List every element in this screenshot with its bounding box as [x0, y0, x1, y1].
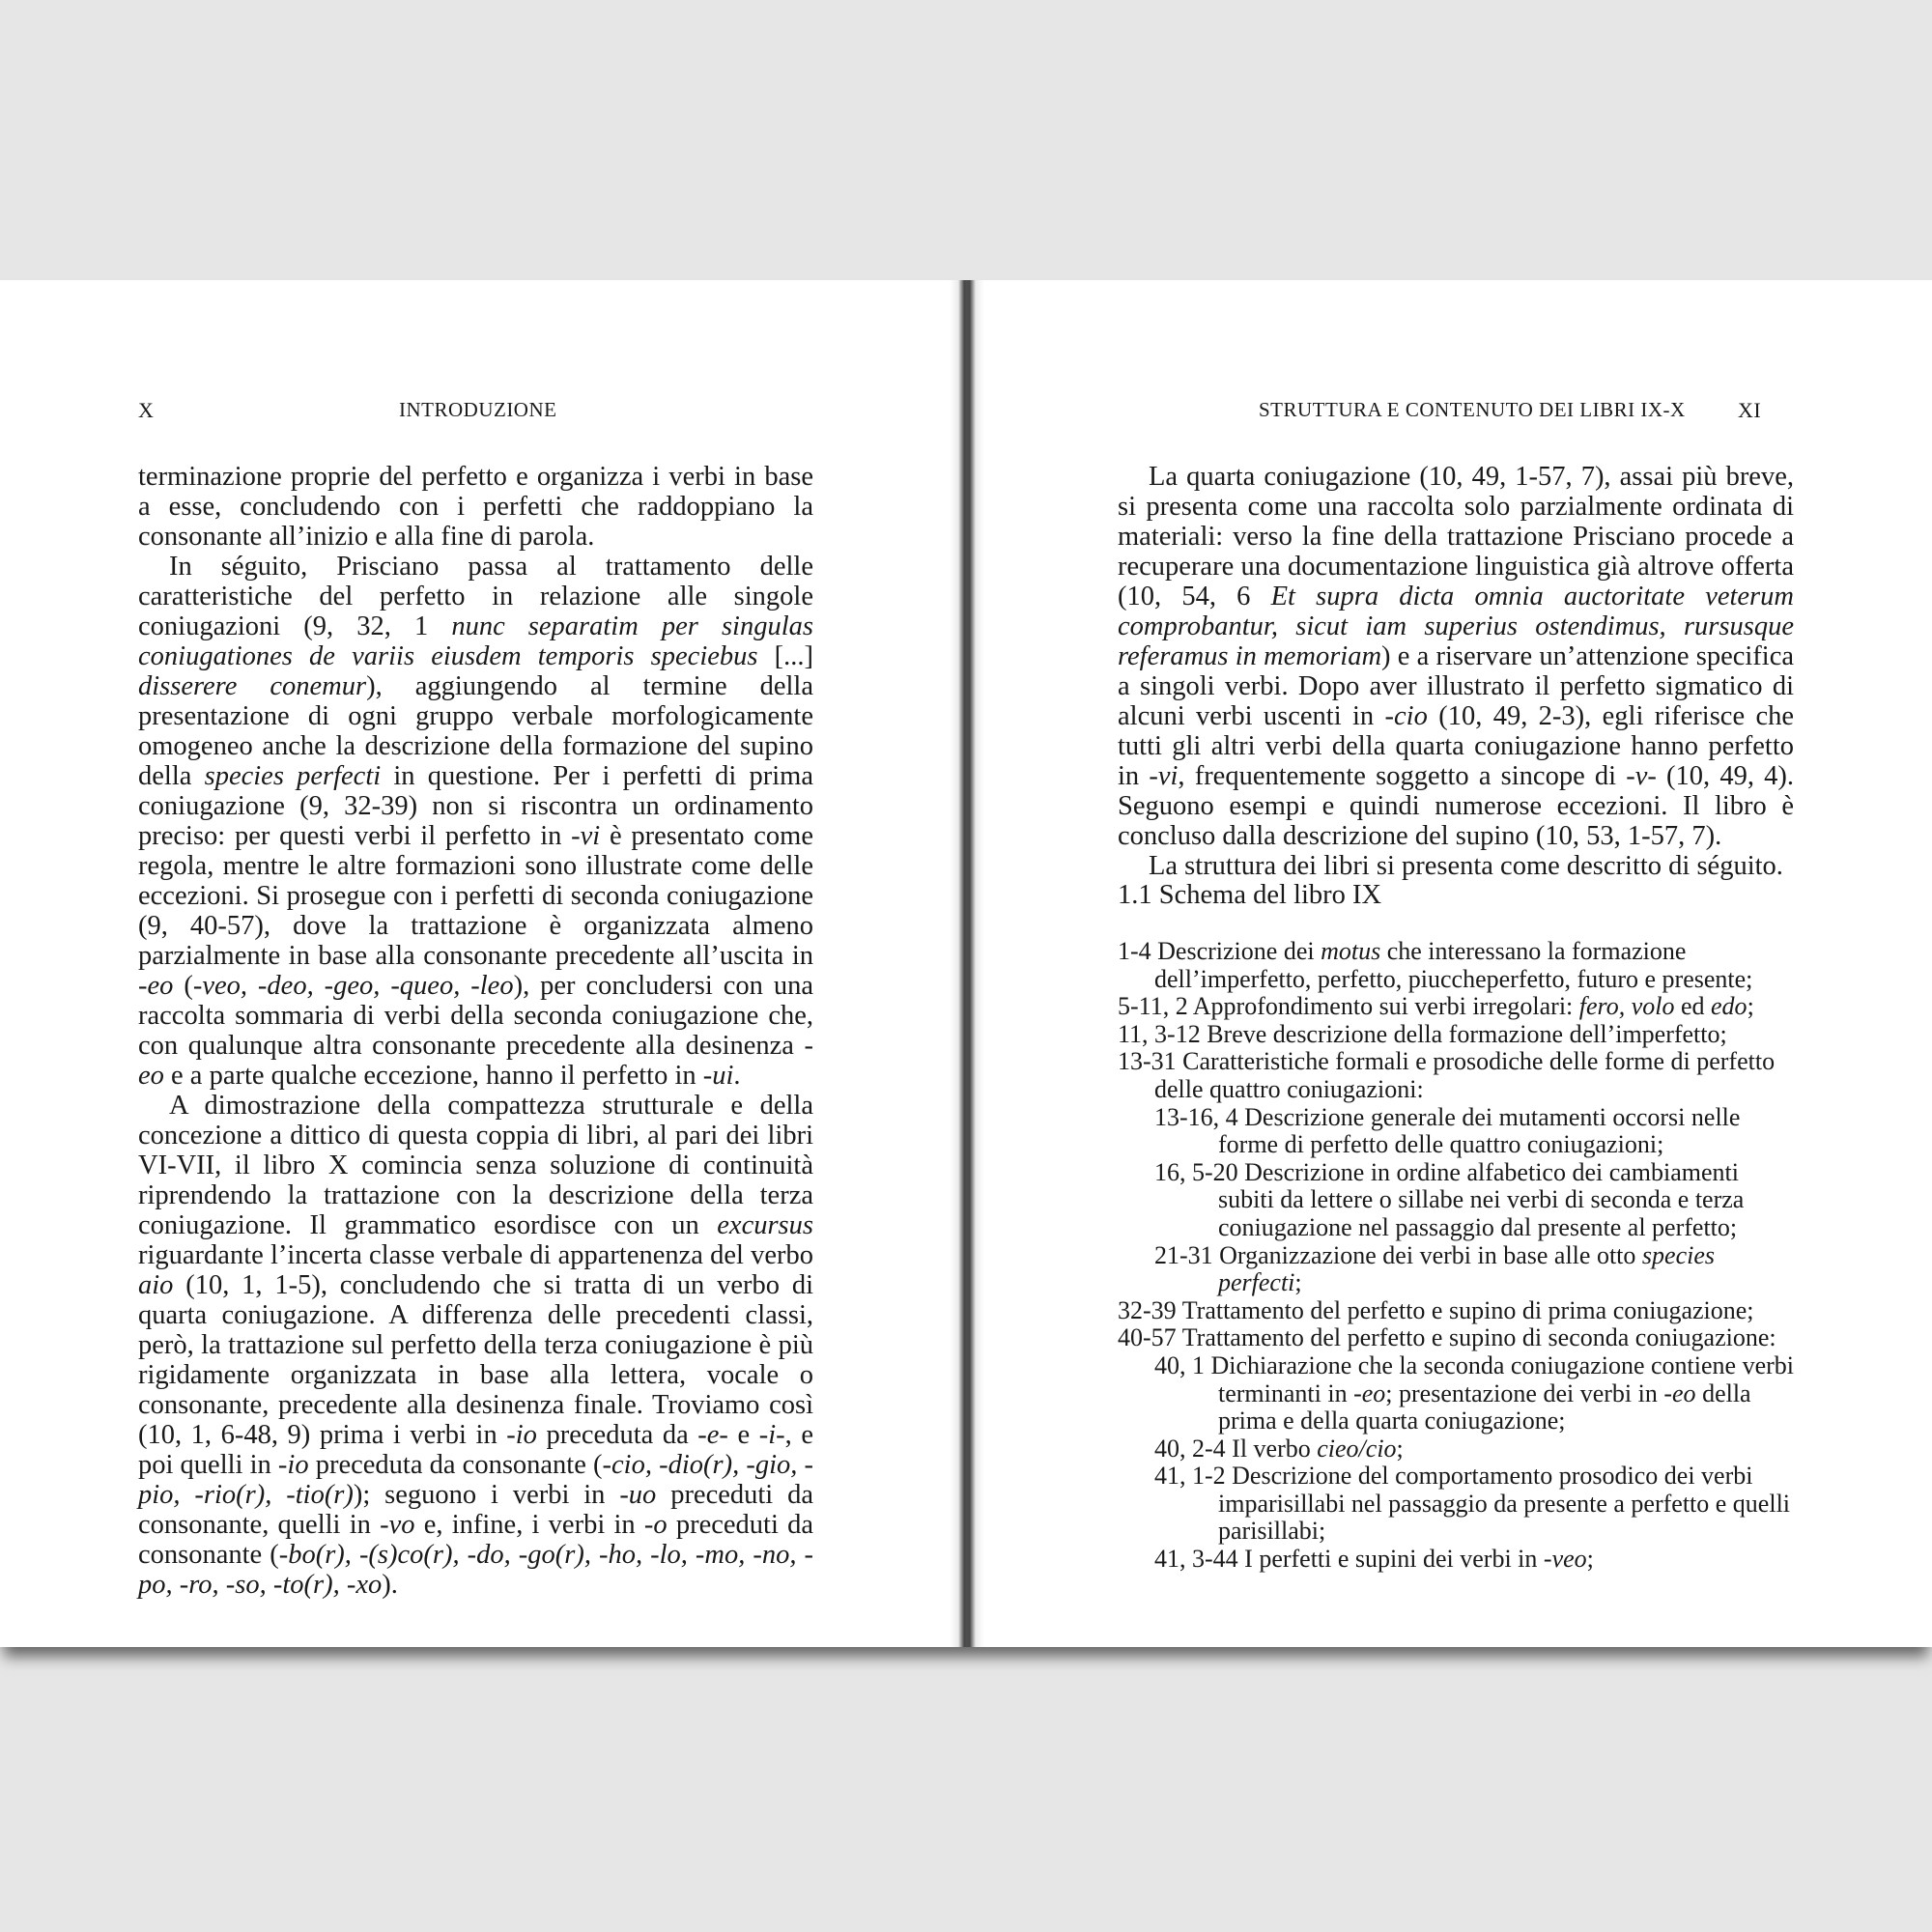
left-page	[0, 280, 950, 1647]
paragraph	[1118, 462, 1794, 851]
text-run: ;	[1586, 1545, 1594, 1574]
italic-text: -eo	[1353, 1378, 1386, 1407]
text-run: ), aggiungendo al termine della presentazione di ogni gruppo verbale morfologicamente omogeneo anche la descrizione della formazione del supino della	[138, 671, 813, 791]
text-run: ;	[1747, 992, 1754, 1021]
page-number: XI	[1738, 398, 1762, 422]
text-run: 40-57 Trattamento del perfetto e supino di seconda coniugazione:	[1118, 1323, 1776, 1352]
schema-entry	[1118, 1352, 1794, 1435]
text-run: 1-4 Descrizione dei	[1118, 937, 1321, 965]
paragraph	[138, 462, 813, 552]
schema-entry	[1118, 1021, 1794, 1049]
text-run: , frequentemente soggetto a sincope di	[1178, 761, 1627, 791]
text-run: è presentato come regola, mentre le altre formazioni sono illustrate come delle eccezioni. Si prosegue con i perfetti di seconda coniugazione (9, 40-57), dove la trattazione è organizzata almeno parzialmente in base alla consonante precedente all’uscita in	[138, 821, 813, 971]
text-run: terminazione proprie del perfetto e organizza i verbi in base a esse, concludendo con i perfetti che raddoppiano la consonante all’inizio e alla fine di parola.	[138, 462, 813, 552]
schema-entry	[1118, 993, 1794, 1021]
text-run: (10, 49, 4). Seguono esempi e quindi numerose eccezioni. Il libro è concluso dalla descrizione del supino (10, 53, 1-57, 7).	[1118, 761, 1794, 851]
text-run: 5-11, 2 Approfondimento sui verbi irregolari:	[1118, 992, 1579, 1021]
italic-text: -veo, -deo, -geo, -queo, -leo	[192, 971, 514, 1001]
text-run: preceduta da consonante (	[308, 1450, 603, 1480]
text-run: A dimostrazione della compattezza strutturale e della concezione a dittico di questa coppia di libri, al pari dei libri VI-VII, il libro X comincia senza soluzione di continuità riprendendo la trattazione con la descrizione della terza coniugazione. Il grammatico esordisce con un	[138, 1091, 813, 1240]
italic-text: aio	[138, 1270, 174, 1300]
italic-text: -vi	[571, 821, 601, 851]
right-page	[984, 280, 1932, 1647]
body-text	[1118, 462, 1794, 881]
text-run: in questione. Per i perfetti di prima coniugazione (9, 32-39) non si riscontra un ordinamento preciso: per questi verbi il perfetto in	[138, 761, 814, 851]
italic-text: -io	[277, 1450, 309, 1480]
schema-entry	[1118, 1104, 1794, 1159]
italic-text: -uo	[619, 1480, 657, 1510]
text-run: preceduti da consonante, quelli in	[138, 1480, 813, 1540]
text-run: (10, 49, 2-3), egli riferisce che tutti gli altri verbi della quarta coniugazione hanno perfetto in	[1118, 701, 1795, 791]
paragraph	[138, 552, 813, 1091]
italic-text: -io	[506, 1420, 537, 1450]
text-run: ); seguono i verbi in	[353, 1480, 620, 1510]
italic-text: motus	[1321, 937, 1381, 965]
text-run: preceduti da consonante (	[138, 1510, 814, 1570]
italic-text: -eo	[1663, 1378, 1696, 1407]
text-run: .	[733, 1061, 741, 1091]
text-run: ; presentazione dei verbi in	[1385, 1378, 1664, 1407]
text-run: ) e a riservare un’attenzione specifica a singoli verbi. Dopo aver illustrato il perfetto sigmatico di alcuni verbi uscenti in	[1118, 641, 1794, 731]
text-run: , e poi quelli in	[138, 1420, 813, 1480]
italic-text: edo	[1711, 992, 1747, 1021]
paragraph	[138, 1091, 813, 1600]
book-gutter	[950, 280, 984, 1647]
schema-entry	[1118, 1242, 1794, 1297]
text-run: della prima e della quarta coniugazione;	[1218, 1378, 1751, 1435]
italic-text: -o	[643, 1510, 668, 1540]
text-run: preceduta da	[536, 1420, 698, 1450]
book-schema-list	[1118, 938, 1794, 1574]
text-run: 40, 2-4 Il verbo	[1154, 1434, 1318, 1463]
text-run: La quarta coniugazione (10, 49, 1-57, 7), assai più breve, si presenta come una raccolta solo parzialmente ordinata di materiali: verso la fine della trattazione Prisciano procede a recuperare una documentazione linguistica già altrove offerta (10, 54, 6	[1118, 462, 1794, 611]
book-spread	[0, 280, 1932, 1647]
italic-text: -v-	[1626, 761, 1657, 791]
schema-entry	[1118, 938, 1794, 993]
italic-text: cieo/cio	[1317, 1434, 1397, 1463]
italic-text: nunc separatim per singulas coniugationes de variis eiusdem temporis speciebus	[138, 611, 813, 671]
italic-text: -cio	[1384, 701, 1428, 731]
text-run: e	[727, 1420, 759, 1450]
italic-text: -eo	[138, 1031, 813, 1091]
italic-text: -eo	[138, 971, 174, 1001]
schema-entry	[1118, 1324, 1794, 1352]
text-run: che interessano la formazione dell’imperfetto, perfetto, piuccheperfetto, futuro e presente;	[1154, 937, 1753, 993]
schema-entry	[1118, 1048, 1794, 1103]
italic-text: fero, volo	[1578, 992, 1675, 1021]
text-run: 13-16, 4 Descrizione generale dei mutamenti occorsi nelle forme di perfetto delle quattro coniugazioni;	[1154, 1102, 1741, 1159]
text-run: e, infine, i verbi in	[414, 1510, 644, 1540]
page-number: X	[138, 398, 155, 422]
schema-entry	[1118, 1297, 1794, 1325]
italic-text: -ui	[702, 1061, 734, 1091]
italic-text: -vi	[1149, 761, 1179, 791]
running-head: STRUTTURA E CONTENUTO DEI LIBRI IX-X	[1259, 398, 1686, 421]
text-run: La struttura dei libri si presenta come descritto di séguito.	[1149, 851, 1783, 881]
text-run: 16, 5-20 Descrizione in ordine alfabetico dei cambiamenti subiti da lettere o sillabe nei verbi di seconda e terza coniugazione nel passaggio dal presente al perfetto;	[1154, 1157, 1745, 1241]
italic-text: -e-	[697, 1420, 728, 1450]
text-run: ed	[1674, 992, 1712, 1021]
text-run: 40, 1 Dichiarazione che la seconda coniugazione contiene verbi terminanti in	[1154, 1350, 1794, 1407]
text-run: 32-39 Trattamento del perfetto e supino di prima coniugazione;	[1118, 1295, 1754, 1324]
text-run: riguardante l’incerta classe verbale di appartenenza del verbo	[138, 1240, 813, 1270]
text-run: ;	[1294, 1268, 1302, 1297]
text-run: 11, 3-12 Breve descrizione della formazione dell’imperfetto;	[1118, 1019, 1727, 1048]
section-title: 1.1 Schema del libro IX	[1118, 880, 1382, 910]
text-run: ;	[1396, 1434, 1404, 1463]
italic-text: Et supra dicta omnia auctoritate veterum comprobantur, sicut iam superius ostendimus, rursusque referamus in memoriam	[1118, 582, 1794, 671]
text-run: 41, 3-44 I perfetti e supini dei verbi in	[1154, 1545, 1544, 1574]
italic-text: -cio, -dio(r), -gio, -pio, -rio(r), -tio(r)	[138, 1450, 813, 1510]
text-run: ).	[382, 1570, 398, 1600]
text-run: [...]	[757, 641, 814, 671]
italic-text: species perfecti	[204, 761, 382, 791]
text-run: (	[173, 971, 193, 1001]
text-run: 13-31 Caratteristiche formali e prosodiche delle forme di perfetto delle quattro coniugazioni:	[1118, 1047, 1776, 1103]
text-run: 21-31 Organizzazione dei verbi in base alle otto	[1154, 1240, 1642, 1269]
running-head: INTRODUZIONE	[399, 398, 557, 421]
paragraph	[1118, 851, 1794, 881]
schema-entry	[1118, 1463, 1794, 1546]
text-run: In séguito, Prisciano passa al trattamento delle caratteristiche del perfetto in relazione alle singole coniugazioni (9, 32, 1	[138, 552, 813, 641]
italic-text: -i-	[758, 1420, 785, 1450]
body-text	[138, 462, 813, 1600]
italic-text: excursus	[717, 1210, 813, 1240]
italic-text: -bo(r), -(s)co(r), -do, -go(r), -ho, -lo, -mo, -no, -po, -ro, -so, -to(r), -xo	[138, 1540, 814, 1600]
schema-entry	[1118, 1435, 1794, 1463]
text-run: 41, 1-2 Descrizione del comportamento prosodico dei verbi imparisillabi nel passaggio da presente a perfetto e quelli parisillabi;	[1154, 1462, 1791, 1546]
italic-text: -vo	[380, 1510, 415, 1540]
text-run: (10, 1, 1-5), concludendo che si tratta di un verbo di quarta coniugazione. A differenza delle precedenti classi, però, la trattazione sul perfetto della terza coniugazione è più rigidamente organizzata in base alla lettera, vocale o consonante, precedente alla desinenza finale. Troviamo così (10, 1, 6-48, 9) prima i verbi in	[138, 1270, 813, 1450]
text-run: ), per concludersi con una raccolta sommaria di verbi della seconda coniugazione che, con qualunque altra consonante precedente alla desinenza	[138, 971, 813, 1061]
schema-entry	[1118, 1159, 1794, 1242]
schema-entry	[1118, 1546, 1794, 1574]
italic-text: species perfecti	[1218, 1240, 1715, 1297]
italic-text: disserere conemur	[138, 671, 367, 701]
italic-text: -veo	[1543, 1545, 1587, 1574]
text-run: e a parte qualche eccezione, hanno il perfetto in	[163, 1061, 703, 1091]
